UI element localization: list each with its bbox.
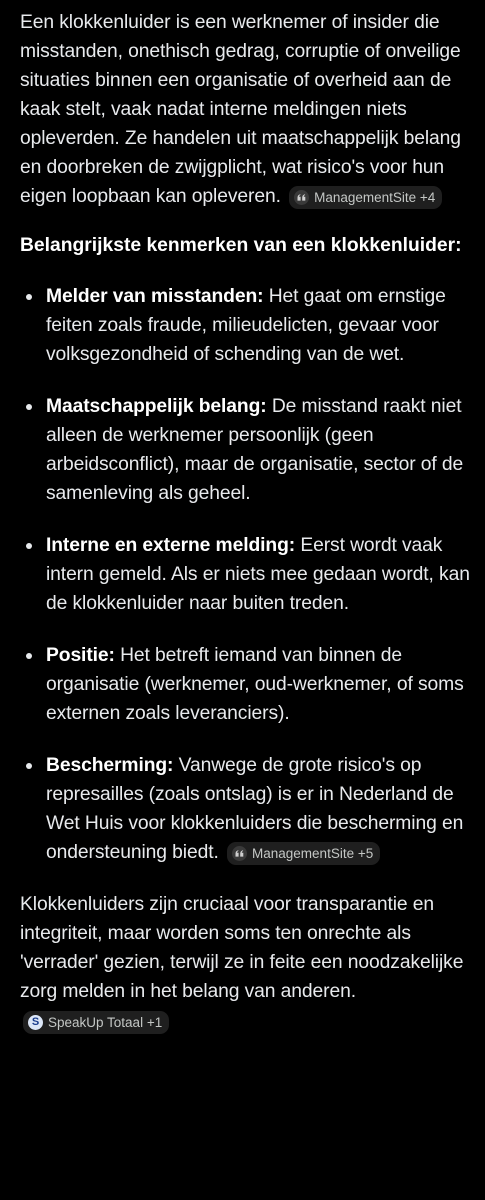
list-item bbox=[20, 282, 476, 369]
list-item-text: De misstand raakt niet alleen de werknemer persoonlijk (geen arbeidsconflict), maar de organisatie, sector of de samenleving als geheel. bbox=[46, 396, 464, 504]
list-item-term: Positie: bbox=[46, 645, 115, 666]
quote-icon bbox=[232, 846, 247, 861]
list-item bbox=[20, 392, 476, 508]
quote-icon bbox=[294, 190, 309, 205]
outro-source-chip[interactable] bbox=[23, 1011, 169, 1034]
list-item bbox=[20, 531, 476, 618]
item-source-chip[interactable] bbox=[227, 842, 380, 865]
outro-source-label: SpeakUp Totaal +1 bbox=[48, 1015, 163, 1030]
list-item bbox=[20, 751, 476, 867]
item-source-label: ManagementSite +5 bbox=[252, 846, 374, 861]
intro-source-label: ManagementSite +4 bbox=[314, 190, 436, 205]
response-body bbox=[20, 8, 476, 1035]
list-item-term: Bescherming: bbox=[46, 755, 174, 776]
list-item-term: Interne en externe melding: bbox=[46, 535, 296, 556]
intro-source-chip[interactable] bbox=[289, 186, 442, 209]
list-item-term: Maatschappelijk belang: bbox=[46, 396, 267, 417]
intro-text: Een klokkenluider is een werknemer of insider die misstanden, onethisch gedrag, corruptie of onveilige situaties binnen een organisatie of overheid aan de kaak stelt, vaak nadat interne meldingen niets opleverden. Ze handelen uit maatschappelijk belang en doorbreken de zwijgplicht, wat risico's voor hun eigen loopbaan kan opleveren. bbox=[20, 12, 461, 207]
intro-paragraph bbox=[20, 8, 476, 211]
outro-text: Klokkenluiders zijn cruciaal voor transparantie en integriteit, maar worden soms ten onrechte als 'verrader' gezien, terwijl ze in feite een noodzakelijke zorg melden in het belang van anderen. bbox=[20, 894, 464, 1002]
speakup-logo-icon: S bbox=[28, 1015, 43, 1030]
list-item-term: Melder van misstanden: bbox=[46, 286, 264, 307]
section-heading: Belangrijkste kenmerken van een klokkenluider: bbox=[20, 235, 462, 256]
list-item-text: Het betreft iemand van binnen de organisatie (werknemer, oud-werknemer, of soms externen zoals leveranciers). bbox=[46, 645, 464, 724]
list-item-text: Vanwege de grote risico's op represailles (zoals ontslag) is er in Nederland de Wet Huis voor klokkenluiders die bescherming en ondersteuning biedt. bbox=[46, 755, 464, 863]
characteristics-list bbox=[20, 282, 476, 867]
list-item-text: Eerst wordt vaak intern gemeld. Als er niets mee gedaan wordt, kan de klokkenluider naar buiten treden. bbox=[46, 535, 470, 614]
outro-paragraph bbox=[20, 890, 476, 1035]
list-item bbox=[20, 641, 476, 728]
list-item-text: Het gaat om ernstige feiten zoals fraude, milieudelicten, gevaar voor volksgezondheid of schending van de wet. bbox=[46, 286, 446, 365]
